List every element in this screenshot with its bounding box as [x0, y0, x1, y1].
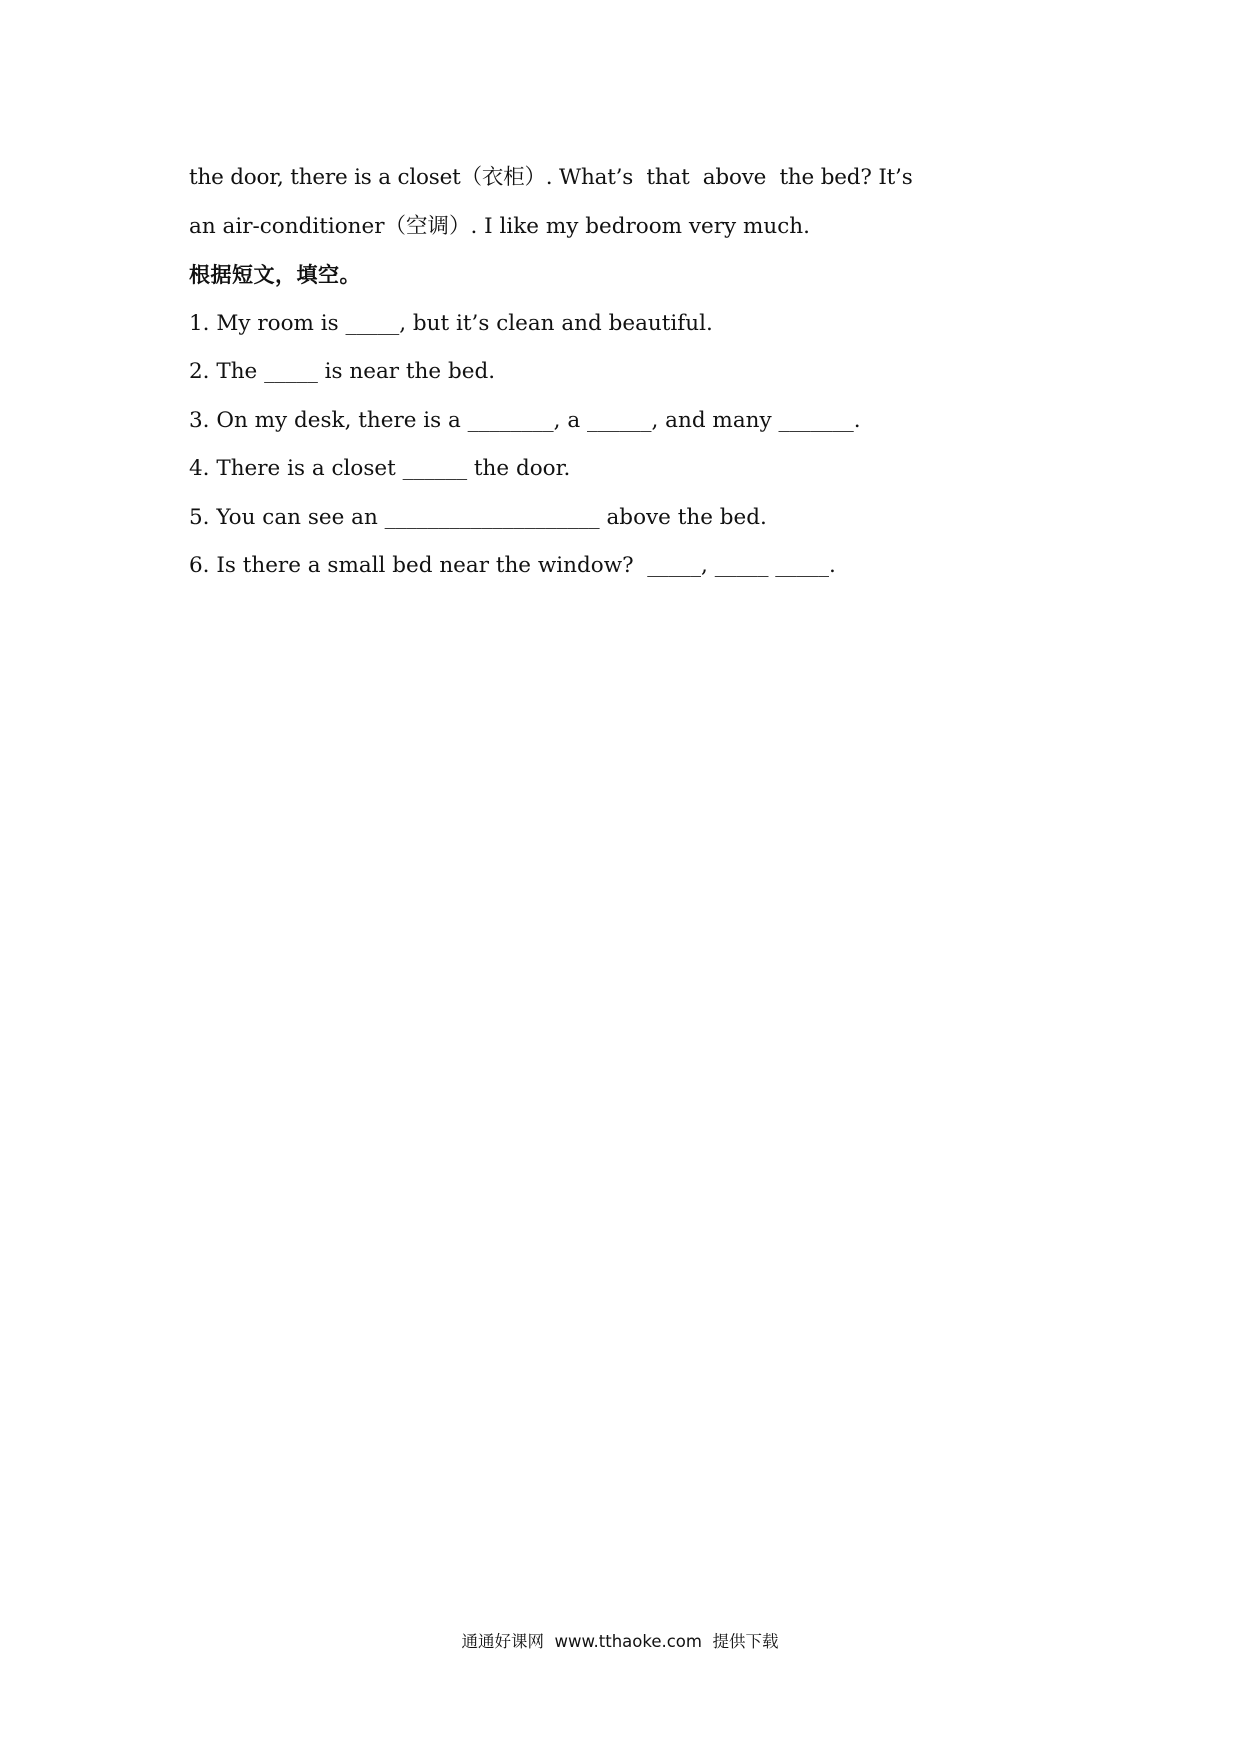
page-content	[189, 154, 1069, 591]
passage-line-2: an air-conditioner（空调）. I like my bedroom very much.	[189, 213, 810, 239]
page-footer: 通通好课网 www.tthaoke.com 提供下载	[461, 1632, 779, 1651]
question-3: 3. On my desk, there is a ________, a ______, and many _______.	[189, 407, 861, 433]
question-6: 6. Is there a small bed near the window? _____, _____ _____.	[189, 553, 836, 578]
exercise-heading: 根据短文，填空。	[189, 263, 361, 287]
question-5: 5. You can see an ____________________ above the bed.	[189, 504, 767, 530]
passage-line-1: the door, there is a closet（衣柜）. What’s that above the bed? It’s	[189, 165, 913, 190]
question-2: 2. The _____ is near the bed.	[189, 359, 496, 384]
question-4: 4. There is a closet ______ the door.	[189, 456, 571, 481]
question-1: 1. My room is _____, but it’s clean and beautiful.	[189, 310, 713, 336]
